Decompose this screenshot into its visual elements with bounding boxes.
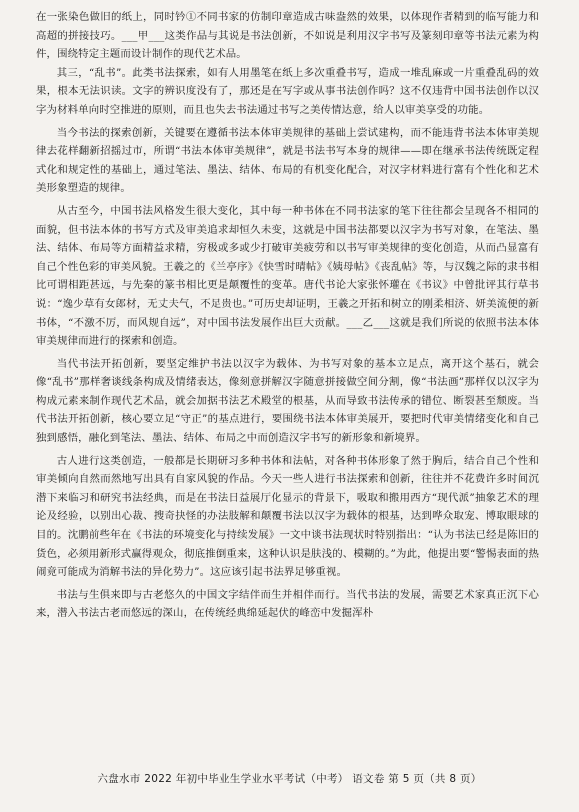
paragraph-5: 当代书法开拓创新，要坚定维护书法以汉字为载体、为书写对象的基本立足点，离开这个基石，就会像“乱书”那样奢谈线条构成及情绪表达，像刻意拼解汉字随意拼接做空间分割，像“书法画”那样仅以汉字为构成元素来制作现代艺术品，就会加据书法艺术殿堂的根基，从而导致书法传承的错位、断裂甚至颓废。当代书法开拓创新，核心要立足“守正”的基点进行，要围绕书法本体审美展开，要把时代审美情绪变化和自己独到感悟，融化到笔法、墨法、结体、布局之中而创造汉字书写的新形象和新境界。 — [36, 357, 539, 445]
paragraph-1: 在一张染色做旧的纸上，同时钤①不同书家的仿制印章造成古味盎然的效果，以体现作者精到的临写能力和高超的拼接技巧。___甲___这类作品与其说是书法创新，不如说是利用汉字书写及篆刻印章等书法元素为构件，围绕特定主题而设计制作的现代艺术品。 — [36, 11, 539, 61]
page-footer: 六盘水市 2022 年初中毕业生学业水平考试（中考） 语文卷 第 5 页（共 8 页） — [97, 773, 482, 785]
paragraph-2: 其三，“乱书”。此类书法探索，如有人用墨笔在纸上多次重叠书写，造成一堆乱麻或一片重叠乱码的效果，根本无法识读。文字的辨识度没有了，那还是在写字或从事书法创作吗？这不仅违背中国书法创作以汉字为材料单向时空推进的原则，而且也失去书法通过书写之美传情达意，给人以审美享受的功能。 — [36, 66, 539, 116]
paragraph-3: 当今书法的探索创新，关键要在遵循书法本体审美规律的基础上尝试建构，而不能违背书法本体审美规律去花样翻新招摇过市，所谓“书法本体审美规律”，就是书法书写本身的规律——即在继承书法传统既定程式化和规定性的基础上，通过笔法、墨法、结体、布局的有机变化配合，对汉字材料进行富有个性化和艺术美形象塑造的规律。 — [36, 126, 539, 195]
paragraph-6: 古人进行这类创造，一般都是长期研习多种书体和法帖，对各种书体形象了然于胸后，结合自己个性和审美倾向自然而然地写出具有自家风貌的作品。今天一些人进行书法探索和创新，往往并不花费许多时间沉潜下来临习和研究书法经典，而是在书法日益展厅化显示的背景下，吸取和搬用西方“现代派”抽象艺术的理论及经验，以别出心裁、搜奇抉怪的办法肢解和颠覆书法以汉字为载体的根基，达到哗众取宠、博取眼球的目的。沈鹏前些年在《书法的环境变化与持续发展》一文中谈书法现状时特别指出：“认为书法已经是陈旧的货色，必须用新形式赢得观众，彻底推倒重来，这种认识是肤浅的、模糊的。”为此，他提出要“警惕表面的热闹竟可能成为消解书法的异化势力”。这应该引起书法界足够重视。 — [36, 454, 539, 579]
paragraph-4: 从古至今，中国书法风格发生很大变化，其中每一种书体在不同书法家的笔下往往都会呈现各不相同的面貌，但书法本体的书写方式及审美追求却恒久未变，这就是中国书法都要以汉字为书写对象，在笔法、墨法、结体、布局等方面精益求精，穷极或多或少打破审美疲劳和以书写审美规律的变化创造，从而凸显富有自己个性色彩的审美风貌。王羲之的《兰亭序》《快雪时晴帖》《姨母帖》《丧乱帖》等，与汉魏之际的隶书相比可谓相距甚远，与先秦的篆书相比更是颠覆性的变革。唐代书论大家张怀瓘在《书议》中曾批评其行草书说：“逸少草有女郎材，无丈夫气，不足贵也。”可历史却证明，王羲之开拓和树立的刚柔相济、妍美流便的新书体，“不激不厉，而风规自远”，对中国书法发展作出巨大贡献。___乙___这就是我们所说的依照书法本体审美规律而进行的探索和创造。 — [36, 204, 539, 348]
paragraph-7: 书法与生俱来即与古老悠久的中国文字结伴而生并相伴而行。当代书法的发展，需要艺术家真正沉下心来，潜入书法古老而悠远的深山，在传统经典绵延起伏的峰峦中发掘浑朴 — [36, 588, 539, 620]
